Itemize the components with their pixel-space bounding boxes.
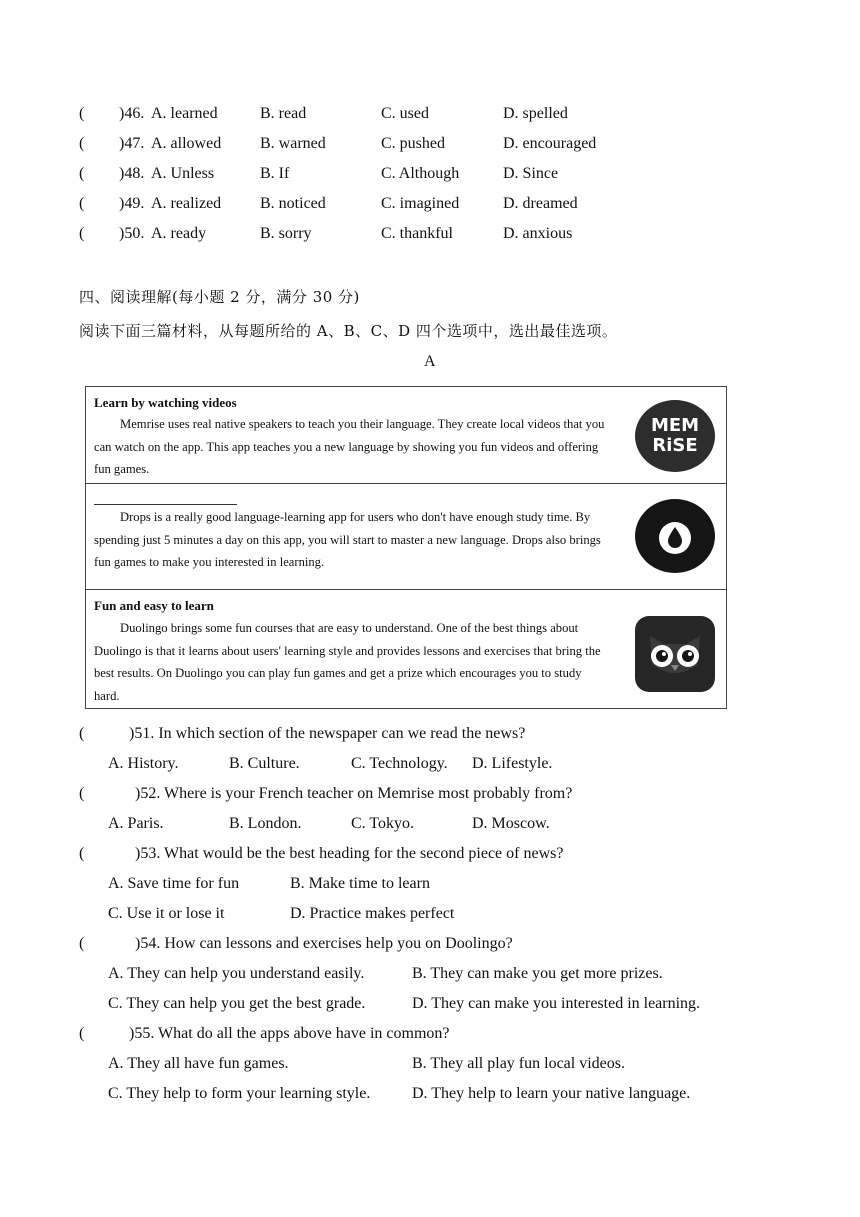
answer-paren: (	[79, 195, 85, 212]
option-c: C. They help to form your learning style.	[108, 1085, 371, 1102]
question-stem: )51. In which section of the newspaper can we read the news?	[129, 725, 526, 742]
passage-section-memrise	[86, 387, 726, 484]
option-a: A. They all have fun games.	[108, 1055, 289, 1072]
option-a: A. Save time for fun	[108, 875, 240, 892]
question-stem: )54. How can lessons and exercises help you on Doolingo?	[135, 935, 513, 952]
option-b: B. They can make you get more prizes.	[412, 965, 663, 982]
option-d: D. Practice makes perfect	[290, 905, 455, 922]
option-d: D. They help to learn your native language.	[412, 1085, 691, 1102]
option-d: D. Since	[503, 165, 559, 182]
option-c: C. imagined	[381, 195, 460, 212]
passage-box	[85, 386, 727, 709]
option-b: B. Make time to learn	[290, 875, 430, 892]
heading-blank-line	[94, 504, 237, 505]
question-stem: )52. Where is your French teacher on Memrise most probably from?	[135, 785, 573, 802]
question-number: )49.	[119, 195, 145, 212]
section-title: Fun and easy to learn	[94, 598, 214, 613]
answer-paren: (	[79, 135, 85, 152]
answer-paren: (	[79, 105, 85, 122]
section-text: Drops is a really good language-learning app for users who don't have enough study time. By spending just 5 minutes a day on this app, you will start to master a new language. Drops also brings fun games to make you interested in learning.	[94, 510, 601, 569]
answer-paren: (	[79, 785, 85, 802]
drops-logo	[635, 500, 715, 572]
answer-paren: (	[79, 1025, 85, 1042]
option-b: B. sorry	[260, 225, 312, 242]
option-b: B. Culture.	[229, 755, 300, 772]
option-a: A. realized	[151, 195, 222, 212]
option-d: D. They can make you interested in learning.	[412, 995, 701, 1012]
option-c: C. thankful	[381, 225, 453, 242]
option-a: A. History.	[108, 755, 179, 772]
option-b: B. warned	[260, 135, 326, 152]
duolingo-logo	[635, 618, 715, 690]
option-c: C. Technology.	[351, 755, 448, 772]
answer-paren: (	[79, 225, 85, 242]
passage-label: A	[424, 353, 436, 370]
option-d: D. Lifestyle.	[472, 755, 553, 772]
drop-icon	[650, 511, 700, 561]
question-number: )47.	[119, 135, 145, 152]
question-number: )50.	[119, 225, 145, 242]
option-d: D. dreamed	[503, 195, 578, 212]
option-a: A. allowed	[151, 135, 222, 152]
option-c: C. They can help you get the best grade.	[108, 995, 366, 1012]
option-a: A. Unless	[151, 165, 215, 182]
option-c: C. Tokyo.	[351, 815, 415, 832]
section-text: Memrise uses real native speakers to teach you their language. They create local videos that you can watch on the app. This app teaches you a new language by showing you fun videos and offering fun games.	[94, 417, 605, 476]
option-c: C. Use it or lose it	[108, 905, 225, 922]
answer-paren: (	[79, 725, 85, 742]
question-number: )46.	[119, 105, 145, 122]
answer-paren: (	[79, 845, 85, 862]
option-a: A. learned	[151, 105, 218, 122]
section-heading: 四、阅读理解(每小题 2 分，满分 30 分)	[79, 288, 360, 306]
option-c: C. Although	[381, 165, 460, 182]
logo-text: RiSE	[652, 435, 698, 456]
option-b: B. noticed	[260, 195, 326, 212]
option-a: A. ready	[151, 225, 207, 242]
answer-paren: (	[79, 165, 85, 182]
option-b: B. They all play fun local videos.	[412, 1055, 625, 1072]
option-d: D. spelled	[503, 105, 568, 122]
section-title: Learn by watching videos	[94, 395, 237, 410]
option-d: D. Moscow.	[472, 815, 550, 832]
passage-section-duolingo	[86, 590, 726, 708]
section-instruction: 阅读下面三篇材料，从每题所给的 A、B、C、D 四个选项中，选出最佳选项。	[79, 322, 618, 340]
question-stem: )53. What would be the best heading for the second piece of news?	[135, 845, 564, 862]
option-b: B. read	[260, 105, 307, 122]
question-stem: )55. What do all the apps above have in common?	[129, 1025, 450, 1042]
answer-paren: (	[79, 935, 85, 952]
option-b: B. If	[260, 165, 290, 182]
memrise-logo	[635, 400, 715, 472]
option-d: D. anxious	[503, 225, 573, 242]
option-a: A. They can help you understand easily.	[108, 965, 365, 982]
owl-icon	[640, 624, 710, 684]
section-text: Duolingo brings some fun courses that are easy to understand. One of the best things about Duolingo is that it learns about users' learning style and provides lessons and exercises that bring the best results. On Duolingo you can play fun games and get a prize which encourages you to study hard.	[94, 621, 601, 703]
passage-section-drops	[86, 484, 726, 590]
logo-text: MEM	[650, 415, 700, 436]
option-a: A. Paris.	[108, 815, 164, 832]
question-number: )48.	[119, 165, 145, 182]
option-c: C. used	[381, 105, 429, 122]
option-d: D. encouraged	[503, 135, 597, 152]
option-b: B. London.	[229, 815, 302, 832]
option-c: C. pushed	[381, 135, 445, 152]
